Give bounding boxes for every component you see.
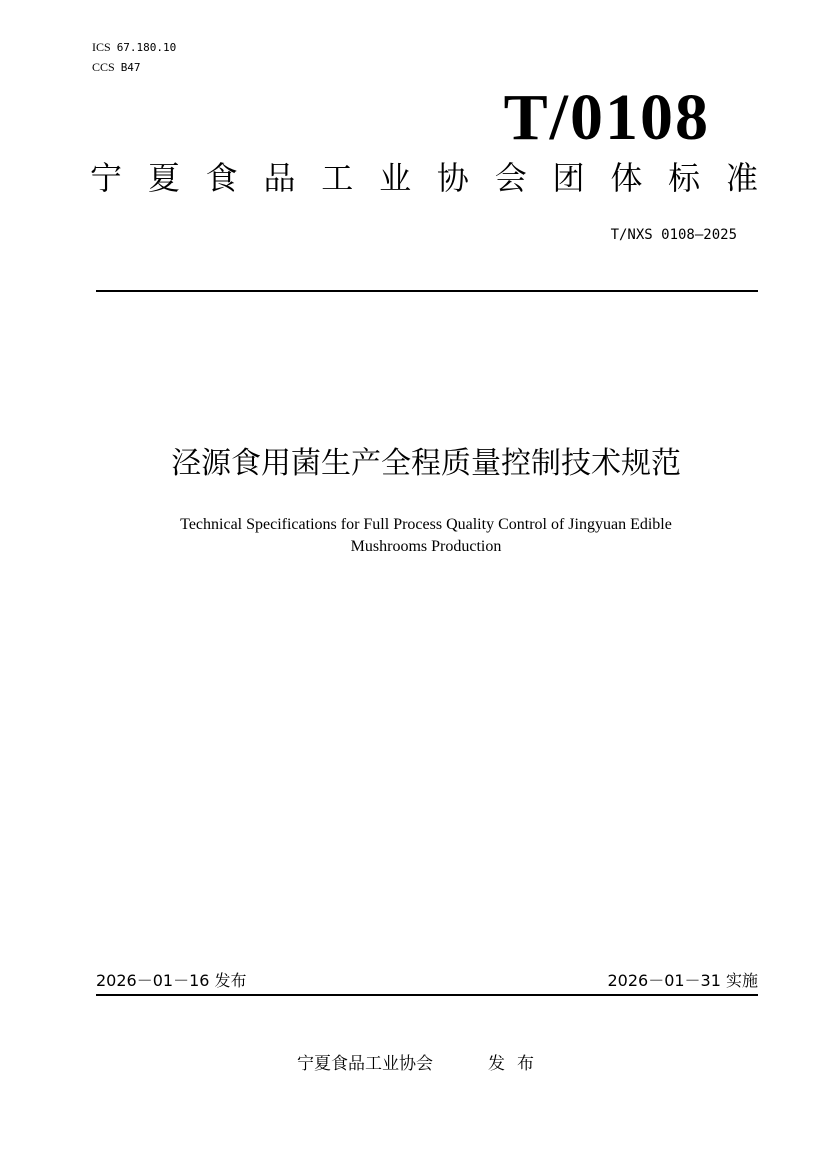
org-title-char: 体 bbox=[610, 159, 643, 197]
org-title-char: 品 bbox=[263, 159, 296, 197]
implement-date: 2026－01－31 实施 bbox=[607, 971, 758, 990]
org-title-char: 宁 bbox=[90, 159, 123, 197]
ics-label: ICS bbox=[92, 40, 111, 54]
org-title-char: 团 bbox=[552, 159, 585, 197]
org-title-char: 食 bbox=[205, 159, 238, 197]
header-divider bbox=[96, 290, 758, 292]
org-title-char: 准 bbox=[725, 159, 758, 197]
ics-line bbox=[92, 40, 176, 55]
ccs-value: B47 bbox=[120, 61, 141, 74]
ccs-line bbox=[92, 60, 141, 75]
ics-value: 67.180.10 bbox=[116, 41, 177, 54]
issuing-organization: 宁夏食品工业协会 bbox=[297, 1054, 433, 1074]
org-title-char: 标 bbox=[668, 159, 701, 197]
english-title-line-1: Technical Specifications for Full Process Quality Control of Jingyuan Edible bbox=[180, 516, 672, 533]
org-title-char: 业 bbox=[379, 159, 412, 197]
issue-label: 发布 bbox=[488, 1054, 546, 1074]
english-title-line-2: Mushrooms Production bbox=[350, 538, 502, 555]
standard-logo: T/0108 bbox=[503, 81, 710, 154]
footer-divider bbox=[96, 994, 758, 996]
org-title-char: 会 bbox=[494, 159, 527, 197]
publish-date: 2026－01－16 发布 bbox=[96, 971, 247, 990]
document-title-chinese: 泾源食用菌生产全程质量控制技术规范 bbox=[171, 446, 681, 481]
org-title-char: 夏 bbox=[147, 159, 180, 197]
ccs-label: CCS bbox=[92, 60, 115, 74]
document-title-english bbox=[0, 514, 815, 558]
standard-number: T/NXS 0108—2025 bbox=[610, 227, 737, 243]
org-standard-title bbox=[90, 156, 758, 200]
org-title-char: 工 bbox=[321, 159, 354, 197]
org-title-char: 协 bbox=[436, 159, 469, 197]
